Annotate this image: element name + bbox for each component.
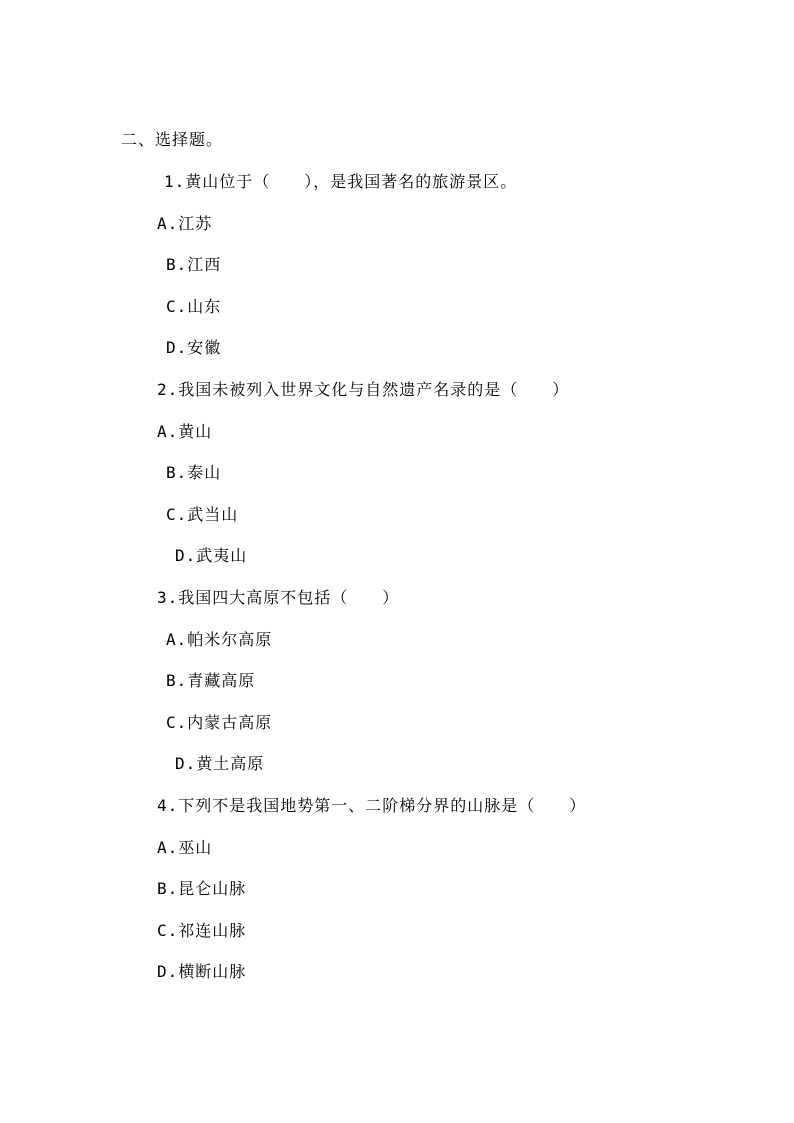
option-d: D.武夷山 (175, 546, 248, 565)
option-b: B.江西 (166, 255, 222, 274)
option-c: C.内蒙古高原 (166, 713, 273, 732)
option-a: A.帕米尔高原 (166, 630, 273, 649)
question-stem: 4.下列不是我国地势第一、二阶梯分界的山脉是（ ） (157, 796, 587, 815)
option-c: C.祁连山脉 (157, 921, 247, 940)
option-d: D.黄土高原 (175, 754, 265, 773)
question-stem: 3.我国四大高原不包括（ ） (157, 588, 400, 607)
option-a: A.黄山 (157, 422, 213, 441)
option-b: B.青藏高原 (166, 671, 256, 690)
question-stem: 1.黄山位于（ ），是我国著名的旅游景区。 (164, 172, 518, 191)
option-a: A.巫山 (157, 838, 213, 857)
option-c: C.武当山 (166, 505, 239, 524)
section-title: 二、选择题。 (121, 130, 224, 149)
option-a: A.江苏 (157, 214, 213, 233)
option-b: B.泰山 (166, 463, 222, 482)
option-b: B.昆仑山脉 (157, 879, 247, 898)
option-d: D.横断山脉 (157, 962, 247, 981)
option-d: D.安徽 (166, 338, 222, 357)
option-c: C.山东 (166, 297, 222, 316)
question-stem: 2.我国未被列入世界文化与自然遗产名录的是（ ） (157, 380, 570, 399)
